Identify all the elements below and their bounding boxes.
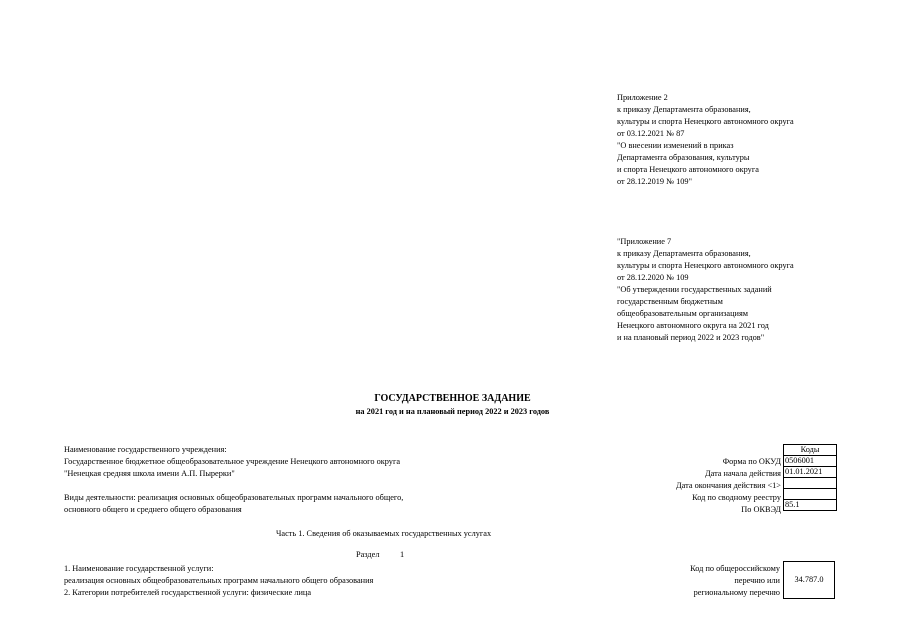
code-label-okud: Форма по ОКУД	[722, 457, 781, 466]
registry-code-value: 34.787.0	[794, 575, 824, 584]
appendix-2-line: "О внесении изменений в приказ	[617, 141, 734, 150]
appendix-7-line: к приказу Департамента образования,	[617, 249, 751, 258]
code-label-start-date: Дата начала действия	[704, 469, 781, 478]
section-label: Раздел	[356, 550, 380, 559]
code-label-end-date: Дата окончания действия <1>	[676, 481, 781, 490]
code-label-okved: По ОКВЭД	[741, 505, 781, 514]
appendix-2-line: и спорта Ненецкого автономного округа	[617, 165, 759, 174]
code-value-start-date: 01.01.2021	[784, 467, 837, 478]
appendix-7-line: от 28.12.2020 № 109	[617, 273, 689, 282]
appendix-7-line: государственным бюджетным	[617, 297, 723, 306]
section-number: 1	[400, 550, 405, 559]
appendix-7-block	[617, 236, 794, 344]
appendix-7-line: общеобразовательным организациям	[617, 309, 749, 318]
institution-short-name: "Ненецкая средняя школа имени А.П. Пырерки"	[64, 469, 235, 478]
appendix-2-line: от 28.12.2019 № 109"	[617, 177, 692, 186]
code-value-end-date	[784, 478, 837, 489]
part-1-heading: Часть 1. Сведения об оказываемых государственных услугах	[276, 529, 492, 538]
code-label-registry: Код по сводному реестру	[692, 493, 781, 502]
institution-label: Наименование государственного учреждения:	[64, 445, 227, 454]
service-consumers: 2. Категории потребителей государственной услуги: физические лица	[64, 588, 312, 597]
registry-label-line-2: перечню или	[734, 576, 780, 585]
document-title: ГОСУДАРСТВЕННОЕ ЗАДАНИЕ	[374, 393, 531, 404]
appendix-7-line: "Об утверждении государственных заданий	[617, 285, 772, 294]
code-value-registry	[784, 489, 837, 500]
appendix-2-line: от 03.12.2021 № 87	[617, 129, 685, 138]
registry-code-box	[783, 561, 835, 599]
appendix-2-block	[617, 92, 794, 188]
codes-table	[783, 444, 837, 511]
appendix-7-line: "Приложение 7	[617, 237, 672, 246]
document-subtitle: на 2021 год и на плановый период 2022 и 2023 годов	[355, 407, 550, 416]
service-name-value: реализация основных общеобразовательных программ начального общего образования	[64, 576, 374, 585]
appendix-2-line: культуры и спорта Ненецкого автономного округа	[617, 117, 794, 126]
registry-label-line-1: Код по общероссийскому	[690, 564, 780, 573]
appendix-2-line: Приложение 2	[617, 93, 668, 102]
appendix-7-line: культуры и спорта Ненецкого автономного округа	[617, 261, 794, 270]
codes-header: Коды	[784, 445, 837, 456]
registry-label-line-3: региональному перечню	[693, 588, 780, 597]
appendix-7-line: Ненецкого автономного округа на 2021 год	[617, 321, 769, 330]
appendix-2-line: к приказу Департамента образования,	[617, 105, 751, 114]
institution-name: Государственное бюджетное общеобразовательное учреждение Ненецкого автономного округа	[64, 457, 401, 466]
code-value-okved: 85.1	[784, 500, 837, 511]
appendix-7-line: и на плановый период 2022 и 2023 годов"	[617, 333, 765, 342]
service-name-label: 1. Наименование государственной услуги:	[64, 564, 214, 573]
code-value-okud: 0506001	[784, 456, 837, 467]
activity-line-2: основного общего и среднего общего образования	[64, 505, 242, 514]
activity-line-1: Виды деятельности: реализация основных общеобразовательных программ начального общего,	[64, 493, 404, 502]
appendix-2-line: Департамента образования, культуры	[617, 153, 750, 162]
